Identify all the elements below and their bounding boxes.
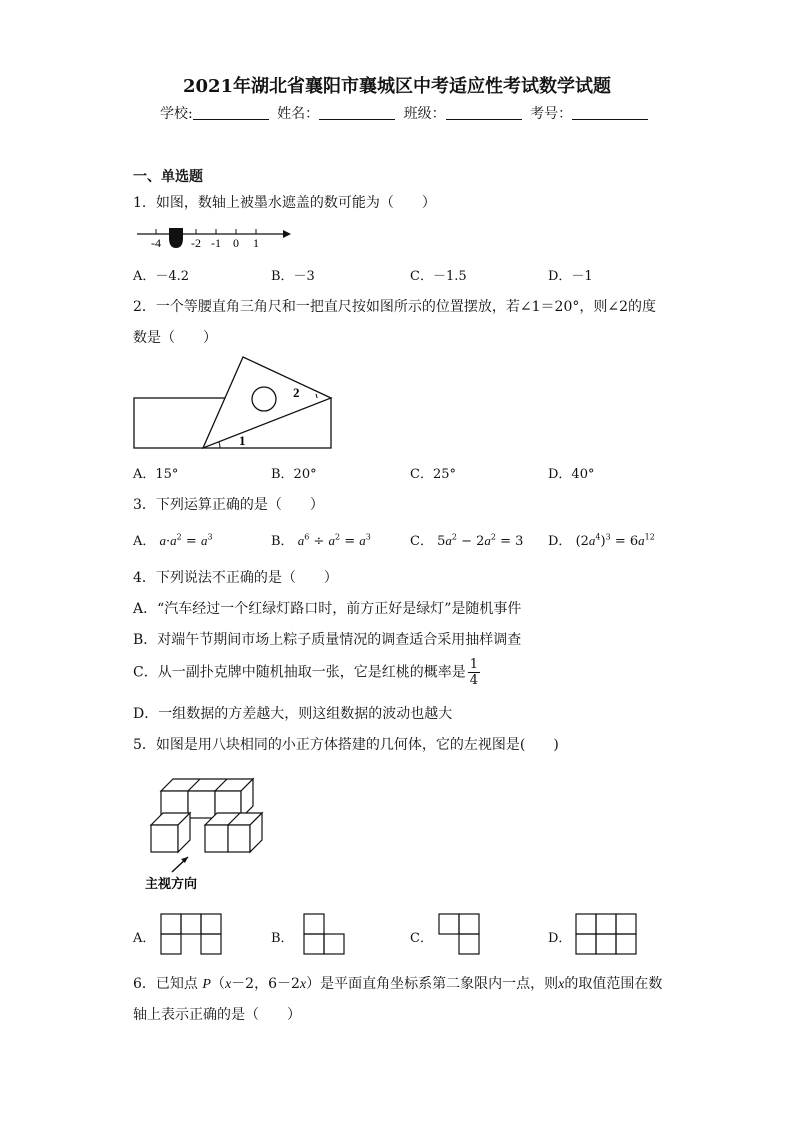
q5-stem: 5．如图是用八块相同的小正方体搭建的几何体，它的左视图是( ) bbox=[133, 737, 559, 753]
fraction: $\frac{1}{4}$ bbox=[469, 657, 478, 688]
q6-stem-line1: 6．已知点 P（x－2，6－2x）是平面直角坐标系第二象限内一点，则x的取值范围在数 bbox=[133, 976, 663, 992]
ink-blot bbox=[169, 228, 183, 248]
q2-stem-line2: 数是（ ） bbox=[133, 330, 217, 346]
q5-option-b: B． bbox=[271, 931, 294, 946]
q6-stem-line2: 轴上表示正确的是（ ） bbox=[133, 1007, 301, 1023]
q5-option-c-figure bbox=[438, 913, 482, 955]
q1-option-a: A．－4.2 bbox=[133, 269, 190, 284]
q4-option-a: A．“汽车经过一个红绿灯路口时，前方正好是绿灯”是随机事件 bbox=[133, 601, 522, 617]
tick-label: 0 bbox=[233, 236, 239, 250]
q1-option-c: C．－1.5 bbox=[410, 269, 467, 284]
section-heading: 一、单选题 bbox=[133, 169, 203, 185]
q2-option-b: B．20° bbox=[271, 467, 317, 482]
q3-option-d: D． $(2a^4)^3 = 6a^{12}$ bbox=[548, 532, 655, 549]
tick-label: 1 bbox=[253, 236, 259, 250]
q4-stem: 4．下列说法不正确的是（ ） bbox=[133, 570, 338, 586]
q2-option-d: D．40° bbox=[548, 467, 595, 482]
q1-option-d: D．－1 bbox=[548, 269, 593, 284]
number-blank bbox=[572, 105, 648, 120]
name-label: 姓名： bbox=[277, 106, 320, 122]
main-view-caption: 主视方向 bbox=[145, 876, 198, 891]
triangle-ruler bbox=[203, 357, 331, 448]
q5-option-b-figure bbox=[303, 913, 347, 955]
q5-option-d: D． bbox=[548, 931, 572, 946]
q2-figure bbox=[130, 352, 340, 454]
page-title: 2021年湖北省襄阳市襄城区中考适应性考试数学试题 bbox=[182, 76, 612, 97]
angle-2-label: 2 bbox=[293, 385, 300, 400]
class-blank bbox=[446, 105, 522, 120]
q5-option-a: A． bbox=[133, 931, 156, 946]
q3-stem: 3．下列运算正确的是（ ） bbox=[133, 497, 324, 513]
tick-label: -4 bbox=[151, 236, 161, 250]
q5-option-a-figure bbox=[160, 913, 224, 955]
tick-label: -2 bbox=[191, 236, 201, 250]
q4-option-d: D．一组数据的方差越大，则这组数据的波动也越大 bbox=[133, 706, 453, 722]
tick-label: -1 bbox=[211, 236, 221, 250]
name-blank bbox=[319, 105, 395, 120]
q4-option-b: B．对端午节期间市场上粽子质量情况的调查适合采用抽样调查 bbox=[133, 632, 522, 648]
q2-option-a: A．15° bbox=[133, 467, 179, 482]
student-info-line bbox=[160, 103, 652, 123]
school-blank bbox=[193, 105, 269, 120]
angle-1-label: 1 bbox=[239, 433, 246, 448]
q1-option-b: B．－3 bbox=[271, 269, 315, 284]
school-label: 学校: bbox=[160, 106, 193, 122]
number-label: 考号： bbox=[530, 106, 573, 122]
q2-option-c: C．25° bbox=[410, 467, 456, 482]
q4-option-c: C．从一副扑克牌中随机抽取一张，它是红桃的概率是 $\frac{1}{4}$ bbox=[133, 657, 478, 688]
q5-option-c: C． bbox=[410, 931, 433, 946]
q2-stem-line1: 2．一个等腰直角三角尺和一把直尺按如图所示的位置摆放，若∠1＝20°，则∠2的度 bbox=[133, 299, 656, 315]
q3-option-b: B． $a^6 \div a^2 = a^3$ bbox=[271, 532, 371, 549]
q5-option-d-figure bbox=[575, 913, 639, 955]
q3-option-c: C． $5a^2 - 2a^2 = 3$ bbox=[410, 532, 524, 549]
q1-number-line bbox=[133, 222, 293, 252]
q5-cube-figure bbox=[140, 775, 270, 895]
class-label: 班级： bbox=[403, 106, 446, 122]
q1-stem: 1．如图，数轴上被墨水遮盖的数可能为（ ） bbox=[133, 195, 436, 211]
q3-option-a: A． $a\cdot a^2 = a^3$ bbox=[133, 532, 213, 549]
